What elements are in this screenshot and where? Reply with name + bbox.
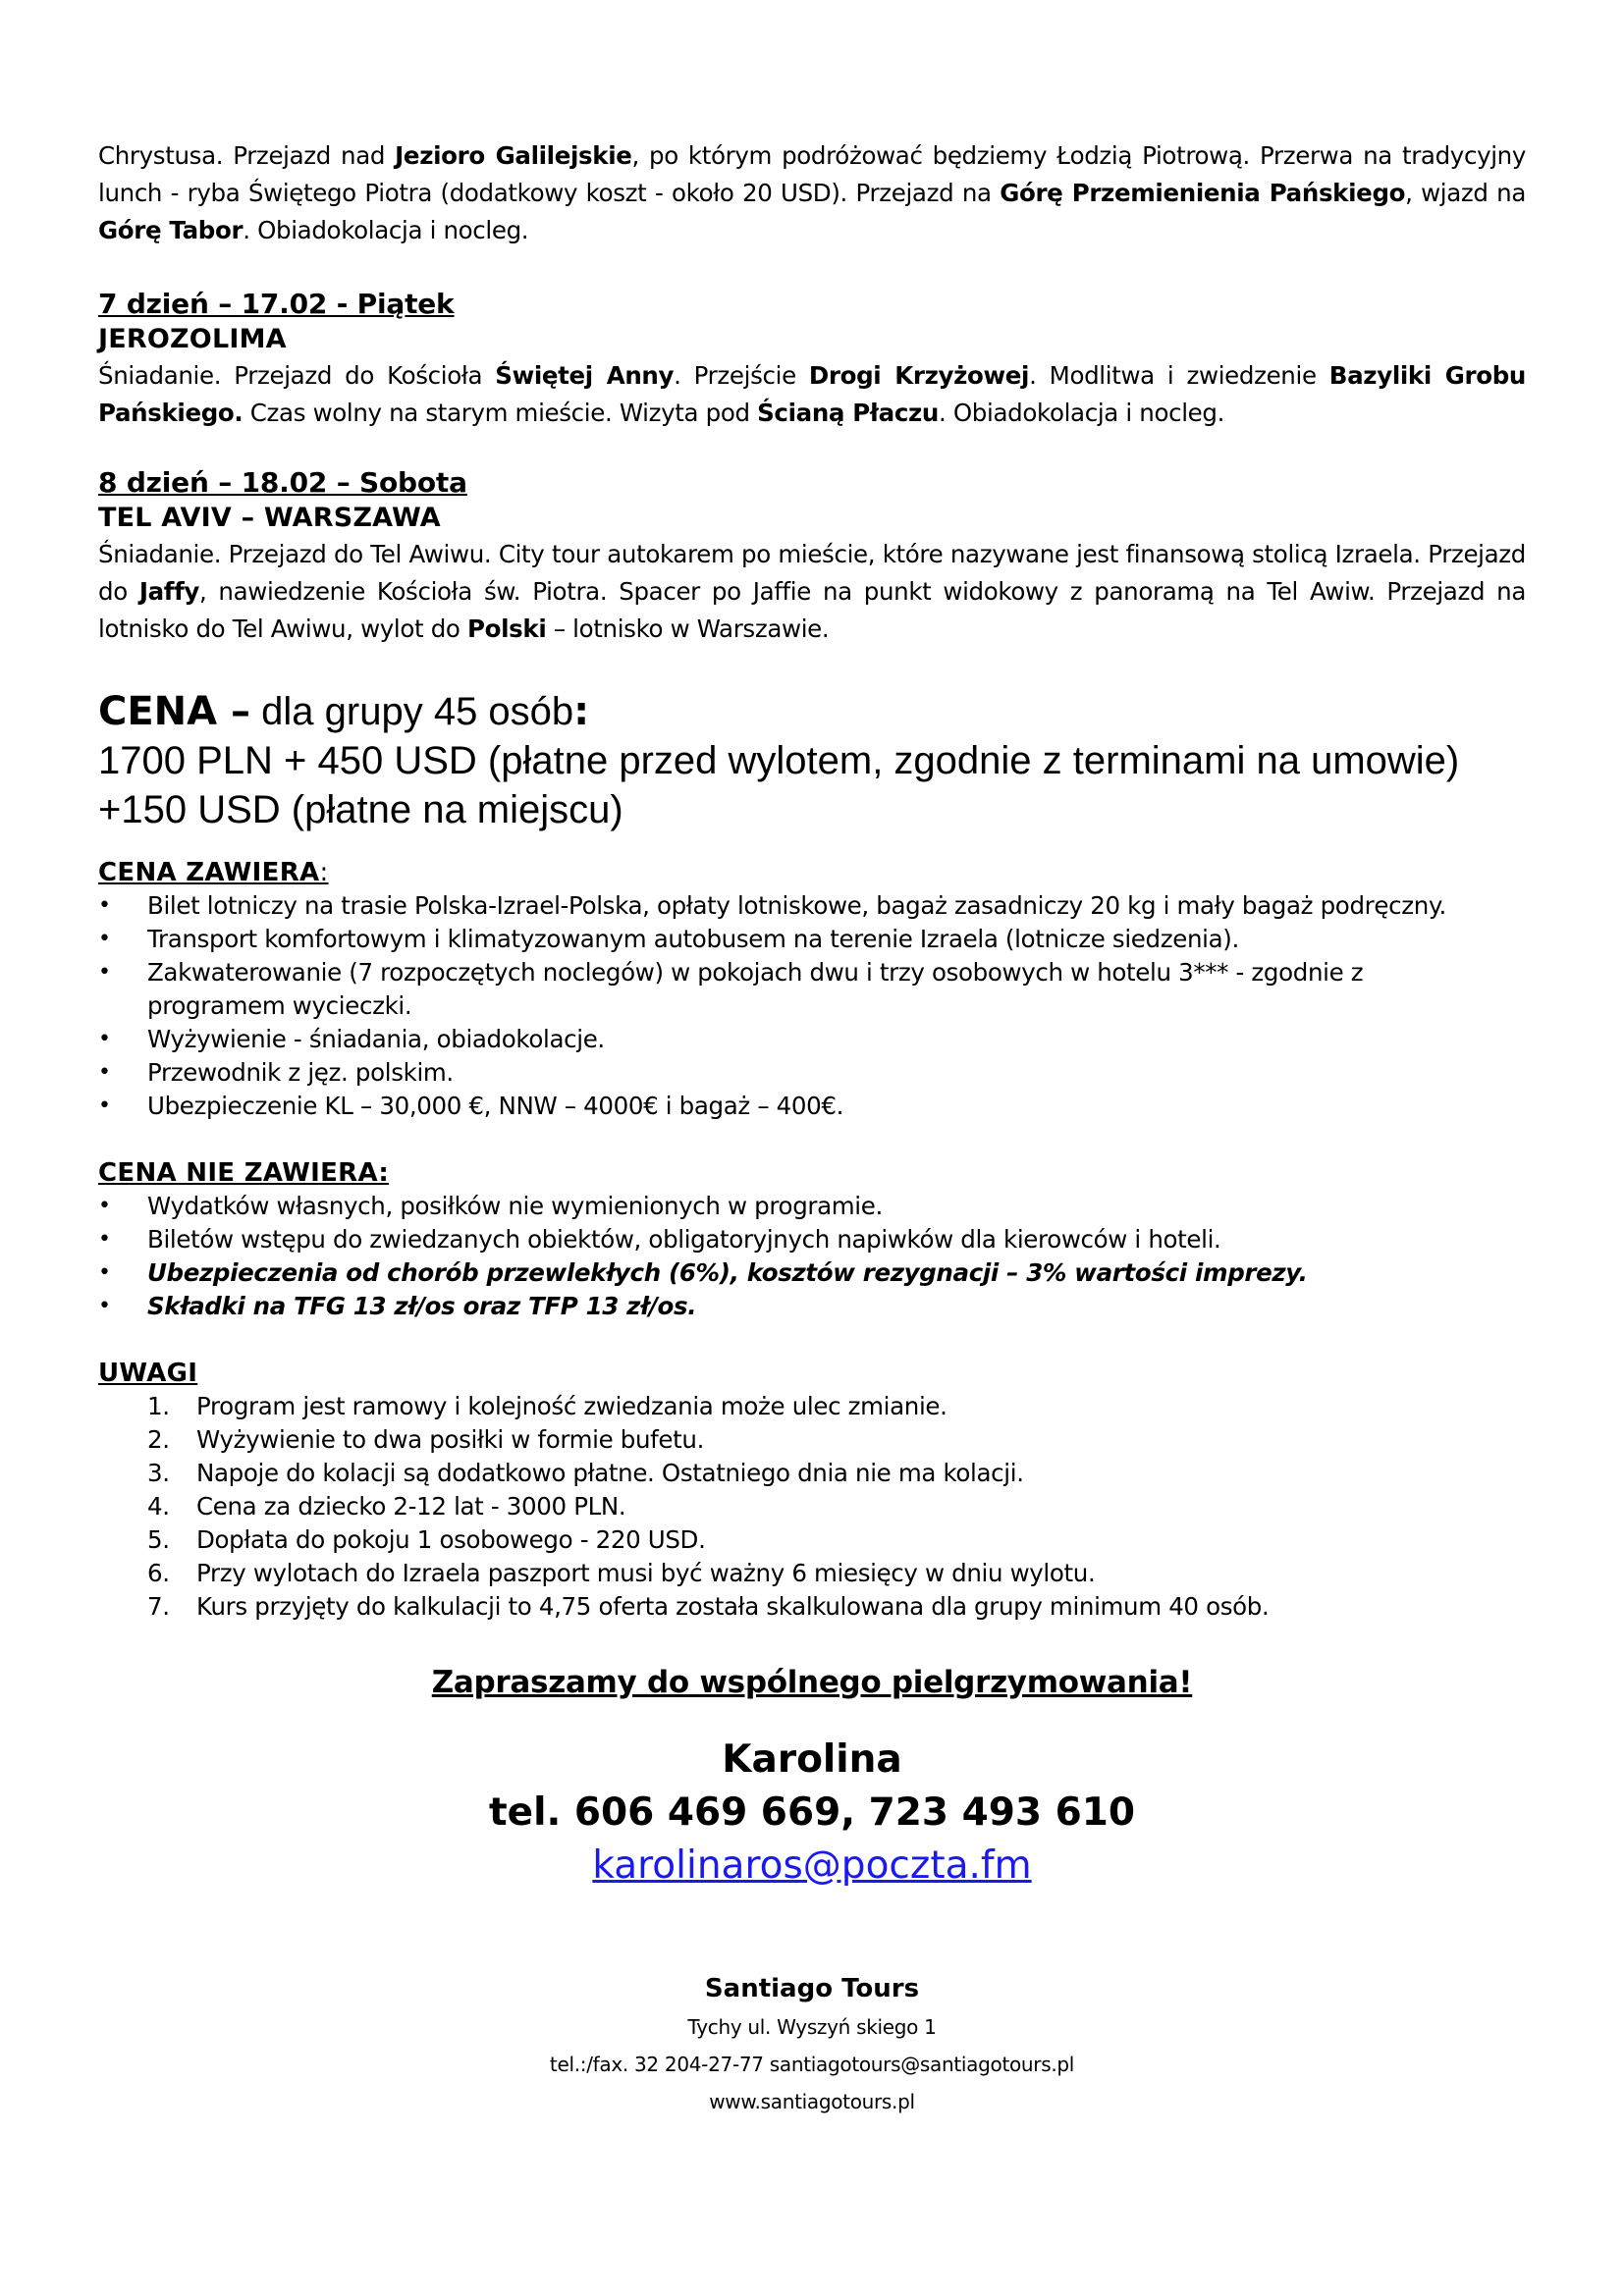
list-item (98, 1056, 1526, 1090)
intro-text: . Obiadokolacja i nocleg. (243, 216, 529, 244)
list-item (98, 956, 1526, 1023)
list-item (98, 1223, 1526, 1256)
notes-section (98, 1357, 1526, 1624)
intro-text: , wjazd na (1405, 179, 1526, 207)
list-item (98, 1490, 1526, 1523)
contact-name: Karolina (722, 1737, 902, 1782)
day-7-bold: Ścianą Płaczu (757, 399, 939, 427)
price-line-extra: +150 USD (płatne na miejscu) (98, 788, 623, 831)
day-7-bold: Drogi Krzyżowej (808, 361, 1030, 390)
day-8-bold: Polski (467, 614, 547, 643)
day-8-text: Śniadanie. Przejazd do Tel Awiwu. City tour autokarem po mieście, które nazywane jest finansową stolicą Izraela. Przejazd do (98, 540, 1526, 606)
list-item-text: Przewodnik z jęz. polskim. (147, 1058, 454, 1087)
price-heading (98, 687, 1526, 736)
day-7-text: . Przejście (674, 361, 809, 390)
day-8-section (98, 465, 1526, 648)
list-item-text: Bilet lotniczy na trasie Polska-Izrael-Polska, opłaty lotniskowe, bagaż zasadniczy 20 kg i mały bagaż podręczny. (147, 891, 1446, 920)
invitation-heading: Zapraszamy do wspólnego pielgrzymowania! (431, 1665, 1193, 1700)
list-item (98, 1457, 1526, 1490)
list-item-text: Napoje do kolacji są dodatkowo płatne. Ostatniego dnia nie ma kolacji. (196, 1459, 1024, 1487)
document-page (98, 137, 1526, 2120)
includes-heading-text: CENA ZAWIERA (98, 858, 320, 887)
day-8-text: , nawiedzenie Kościoła św. Piotra. Spacer po Jaffie na punkt widokowy z panoramą na Tel Awiw. Przejazd na lotnisko do Tel Awiwu, wylot do (98, 577, 1526, 643)
includes-heading (98, 856, 1526, 889)
list-number: 1. (147, 1392, 170, 1420)
list-item (98, 1023, 1526, 1056)
intro-text: Chrystusa. Przejazd nad (98, 141, 396, 170)
company-footer (98, 1969, 1526, 2120)
excludes-list (98, 1190, 1526, 1323)
notes-heading: UWAGI (98, 1359, 198, 1388)
list-number: 6. (147, 1559, 170, 1587)
list-item-text: Transport komfortowym i klimatyzowanym autobusem na terenie Izraela (lotnicze siedzenia). (147, 925, 1239, 953)
bullet-icon: • (98, 893, 111, 918)
list-item-text: Wyżywienie - śniadania, obiadokolacje. (147, 1025, 605, 1053)
bullet-icon: • (98, 1027, 111, 1051)
list-item (98, 1256, 1526, 1290)
intro-bold-tabor: Górę Tabor (98, 216, 244, 244)
excludes-section (98, 1156, 1526, 1323)
day-8-city: TEL AVIV – WARSZAWA (98, 503, 441, 533)
includes-section (98, 856, 1526, 1123)
intro-bold-galilee: Jezioro Galilejskie (395, 141, 632, 170)
company-website: www.santiagotours.pl (709, 2090, 915, 2113)
includes-heading-colon: : (319, 858, 329, 887)
day-8-text: – lotnisko w Warszawie. (546, 614, 830, 643)
bullet-icon: • (98, 1260, 111, 1285)
day-7-city: JEROZOLIMA (98, 324, 287, 354)
list-item (98, 1590, 1526, 1624)
day-7-section (98, 287, 1526, 432)
list-number: 5. (147, 1525, 170, 1554)
list-item-text: Wydatków własnych, posiłków nie wymienionych w programie. (147, 1192, 883, 1220)
excludes-heading: CENA NIE ZAWIERA: (98, 1158, 390, 1188)
price-line-main: 1700 PLN + 450 USD (płatne przed wylotem, zgodnie z terminami na umowie) (98, 739, 1460, 782)
contact-block (98, 1734, 1526, 1893)
bullet-icon: • (98, 1227, 111, 1252)
list-item (98, 1523, 1526, 1557)
list-item-text: Wyżywienie to dwa posiłki w formie bufetu. (196, 1425, 705, 1454)
list-item-text: Ubezpieczenia od chorób przewlekłych (6%), kosztów rezygnacji – 3% wartości imprezy. (147, 1258, 1308, 1287)
list-item-text: Dopłata do pokoju 1 osobowego - 220 USD. (196, 1525, 706, 1554)
day-8-paragraph (98, 536, 1526, 648)
contact-email-link[interactable]: karolinaros@poczta.fm (592, 1843, 1032, 1888)
company-telfax: tel.:/fax. 32 204-27-77 santiagotours@santiagotours.pl (549, 2053, 1075, 2076)
day-7-paragraph (98, 357, 1526, 432)
bullet-icon: • (98, 927, 111, 951)
bullet-icon: • (98, 1094, 111, 1118)
list-item-text: Zakwaterowanie (7 rozpoczętych noclegów) w pokojach dwu i trzy osobowych w hotelu 3*** - zgodnie z programem wycieczki. (147, 958, 1364, 1020)
price-colon: : (573, 689, 590, 734)
price-section (98, 687, 1526, 834)
day-7-bold: Bazyliki Grobu Pańskiego. (98, 361, 1527, 427)
list-number: 3. (147, 1459, 170, 1487)
list-number: 4. (147, 1492, 170, 1521)
company-name: Santiago Tours (704, 1974, 920, 2003)
price-label: CENA – (98, 689, 251, 734)
list-item-text: Ubezpieczenie KL – 30,000 €, NNW – 4000€ i bagaż – 400€. (147, 1092, 844, 1120)
includes-list (98, 889, 1526, 1123)
list-item-text: Kurs przyjęty do kalkulacji to 4,75 oferta została skalkulowana dla grupy minimum 40 osób. (196, 1592, 1270, 1621)
list-item-text: Cena za dziecko 2-12 lat - 3000 PLN. (196, 1492, 626, 1521)
list-item (98, 1557, 1526, 1590)
day-8-heading: 8 dzień – 18.02 – Sobota (98, 466, 467, 499)
contact-phones: tel. 606 469 669, 723 493 610 (488, 1790, 1135, 1835)
bullet-icon: • (98, 960, 111, 985)
list-item-text: Program jest ramowy i kolejność zwiedzania może ulec zmianie. (196, 1392, 947, 1420)
bullet-icon: • (98, 1194, 111, 1218)
list-item (98, 1423, 1526, 1457)
intro-paragraph (98, 137, 1526, 249)
day-7-heading: 7 dzień – 17.02 - Piątek (98, 288, 455, 320)
list-number: 7. (147, 1592, 170, 1621)
day-7-text: . Obiadokolacja i nocleg. (939, 399, 1225, 427)
day-7-text: Śniadanie. Przejazd do Kościoła (98, 361, 496, 390)
list-item-text: Biletów wstępu do zwiedzanych obiektów, obligatoryjnych napiwków dla kierowców i hoteli. (147, 1225, 1221, 1254)
price-group: dla grupy 45 osób (250, 690, 574, 733)
day-7-text: Czas wolny na starym mieście. Wizyta pod (243, 399, 758, 427)
day-7-bold: Świętej Anny (495, 361, 675, 390)
list-item (98, 1090, 1526, 1123)
day-8-bold: Jaffy (138, 577, 200, 606)
intro-bold-transfiguration: Górę Przemienienia Pańskiego (1000, 179, 1406, 207)
bullet-icon: • (98, 1060, 111, 1085)
list-item-text: Przy wylotach do Izraela paszport musi być ważny 6 miesięcy w dniu wylotu. (196, 1559, 1096, 1587)
list-item (98, 923, 1526, 956)
bullet-icon: • (98, 1294, 111, 1318)
list-item (98, 1190, 1526, 1223)
list-item (98, 1390, 1526, 1423)
company-address: Tychy ul. Wyszyń skiego 1 (687, 2015, 937, 2039)
list-number: 2. (147, 1425, 170, 1454)
list-item-text: Składki na TFG 13 zł/os oraz TFP 13 zł/os. (147, 1292, 697, 1320)
day-7-text: . Modlitwa i zwiedzenie (1029, 361, 1329, 390)
notes-list (98, 1390, 1526, 1624)
intro-text: , po którym podróżować będziemy Łodzią Piotrową. Przerwa na tradycyjny lunch - ryba Świętego Piotra (dodatkowy koszt - około 20 USD). Przejazd na (98, 141, 1527, 207)
list-item (98, 1290, 1526, 1323)
list-item (98, 889, 1526, 923)
